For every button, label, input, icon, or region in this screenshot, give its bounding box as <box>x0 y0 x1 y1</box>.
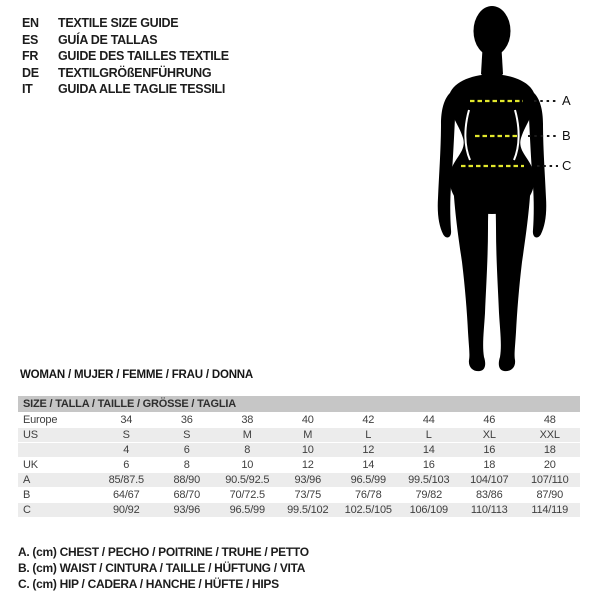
table-row <box>18 487 580 502</box>
size-cell: 48 <box>543 414 556 426</box>
table-row <box>18 472 580 487</box>
size-cell: 46 <box>483 414 496 426</box>
size-cell: 68/70 <box>173 489 201 501</box>
language-row <box>22 81 229 98</box>
size-cell: 20 <box>543 459 556 471</box>
size-cell: 114/119 <box>531 504 569 516</box>
size-cell: L <box>365 429 372 441</box>
size-cell: 42 <box>362 414 375 426</box>
row-label: Europe <box>23 414 58 426</box>
row-label <box>18 443 96 457</box>
row-label: B <box>23 489 31 501</box>
size-cell: 38 <box>241 414 254 426</box>
measure-marker-label: B <box>562 128 571 143</box>
size-cell: 16 <box>422 459 435 471</box>
legend-line: C. (cm) HIP / CADERA / HANCHE / HÜFTE / HIPS <box>18 577 279 591</box>
woman-silhouette-figure <box>395 0 600 380</box>
language-label: TEXTILGRÖßENFÜHRUNG <box>58 65 212 80</box>
size-cell: XL <box>482 429 496 441</box>
size-cell: 6 <box>123 459 130 471</box>
size-cell: S <box>122 429 130 441</box>
language-row <box>22 65 229 82</box>
size-cell: M <box>303 429 313 441</box>
row-label: C <box>23 504 31 516</box>
size-cell: 6 <box>183 444 190 456</box>
language-title-block <box>22 15 229 98</box>
size-cell: 104/107 <box>470 474 509 486</box>
size-cell: 34 <box>120 414 133 426</box>
size-cell: 73/75 <box>294 489 322 501</box>
size-cell: 14 <box>422 444 435 456</box>
legend-line: B. (cm) WAIST / CINTURA / TAILLE / HÜFTUNG / VITA <box>18 561 306 575</box>
size-cell: 70/72.5 <box>229 489 265 501</box>
language-label: GUÍA DE TALLAS <box>58 32 158 47</box>
language-row <box>22 15 229 32</box>
row-label: US <box>23 429 38 441</box>
size-cell: 8 <box>244 444 251 456</box>
size-cell: 85/87.5 <box>108 474 144 486</box>
language-code: DE <box>22 65 39 80</box>
size-cell: 99.5/102 <box>287 504 329 516</box>
size-cell: 18 <box>483 459 496 471</box>
measure-marker-label: A <box>562 93 571 108</box>
size-cell: 93/96 <box>294 474 322 486</box>
size-cell: 40 <box>301 414 314 426</box>
size-cell: 83/86 <box>475 489 503 501</box>
size-cell: 87/90 <box>536 489 564 501</box>
size-cell: 12 <box>301 459 314 471</box>
legend-line: A. (cm) CHEST / PECHO / POITRINE / TRUHE / PETTO <box>18 545 309 559</box>
size-cell: 102.5/105 <box>344 504 392 516</box>
size-cell: 96.5/99 <box>350 474 386 486</box>
size-cell: 99.5/103 <box>408 474 450 486</box>
size-cell: 88/90 <box>173 474 201 486</box>
size-cell: 12 <box>362 444 375 456</box>
size-cell: 93/96 <box>173 504 201 516</box>
woman-silhouette-icon <box>395 0 600 380</box>
size-cell: 10 <box>241 459 254 471</box>
language-label: GUIDA ALLE TAGLIE TESSILI <box>58 82 226 96</box>
size-table <box>18 396 580 517</box>
size-cell: 18 <box>543 444 556 456</box>
language-label: TEXTILE SIZE GUIDE <box>58 16 179 30</box>
size-cell: 14 <box>362 459 375 471</box>
language-label: GUIDE DES TAILLES TEXTILE <box>58 49 229 63</box>
size-cell: 106/109 <box>409 504 448 516</box>
size-cell: 16 <box>483 444 496 456</box>
measurement-legend <box>18 544 309 592</box>
table-row <box>18 442 580 457</box>
size-cell: 4 <box>123 444 130 456</box>
size-cell: S <box>183 429 191 441</box>
size-cell: 90.5/92.5 <box>225 474 270 486</box>
language-code: FR <box>22 49 39 63</box>
language-row <box>22 32 229 49</box>
table-row <box>18 502 580 517</box>
size-table-body <box>18 412 580 517</box>
size-cell: 64/67 <box>112 489 140 501</box>
size-cell: 79/82 <box>415 489 443 501</box>
size-cell: M <box>242 429 252 441</box>
size-cell: XXL <box>539 429 560 441</box>
row-label: UK <box>23 459 38 471</box>
size-cell: L <box>425 429 432 441</box>
table-row <box>18 457 580 472</box>
language-row <box>22 48 229 65</box>
size-cell: 44 <box>422 414 435 426</box>
measure-marker-label: C <box>562 158 572 173</box>
table-group-title: WOMAN / MUJER / FEMME / FRAU / DONNA <box>20 369 254 381</box>
size-cell: 107/110 <box>530 474 569 486</box>
table-row <box>18 427 580 442</box>
table-row <box>18 412 580 427</box>
size-cell: 10 <box>301 444 314 456</box>
language-code: IT <box>22 82 33 96</box>
row-label: A <box>23 474 31 486</box>
language-code: ES <box>22 32 39 47</box>
size-cell: 90/92 <box>112 504 140 516</box>
size-cell: 8 <box>183 459 190 471</box>
size-cell: 36 <box>180 414 193 426</box>
size-table-header: SIZE / TALLA / TAILLE / GRÖSSE / TAGLIA <box>18 396 580 412</box>
size-cell: 110/113 <box>470 504 508 516</box>
language-code: EN <box>22 16 39 30</box>
size-cell: 96.5/99 <box>229 504 265 516</box>
size-cell: 76/78 <box>354 489 382 501</box>
